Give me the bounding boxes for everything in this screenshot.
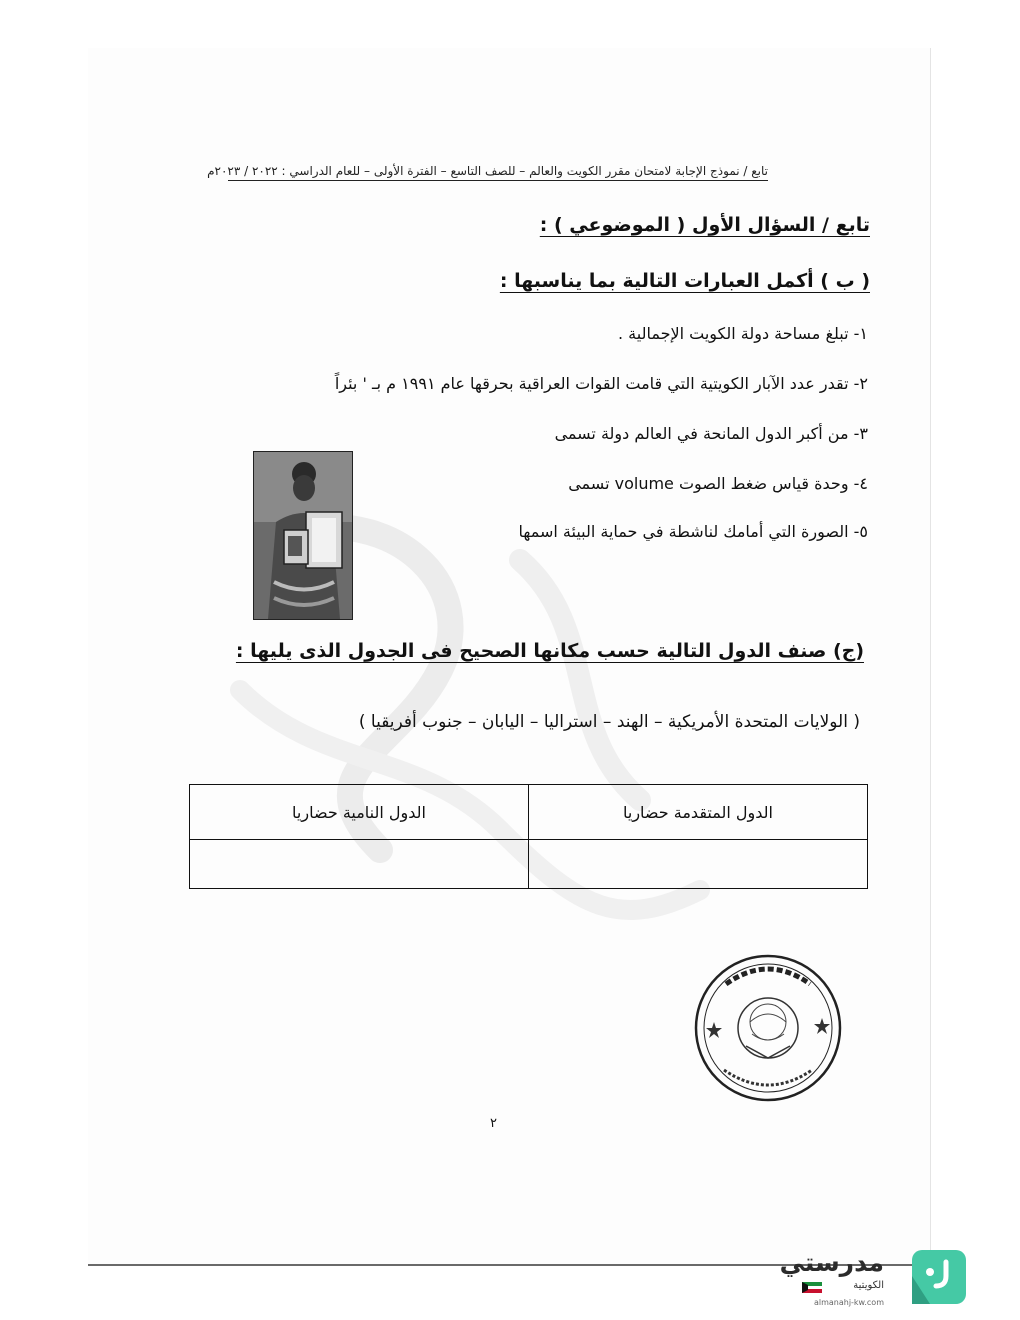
countries-list: ( الولايات المتحدة الأمريكية – الهند – استراليا – اليابان – جنوب أفريقيا ) [358, 712, 860, 732]
answer-cell-developing[interactable] [190, 840, 529, 889]
table-header-developing: الدول النامية حضاريا [190, 785, 529, 840]
page-number: ٢ [490, 1116, 497, 1131]
brand-url[interactable]: almanahj-kw.com [813, 1298, 884, 1307]
question-item: ٢- تقدر عدد الآبار الكويتية التي قامت القوات العراقية بحرقها عام ١٩٩١ م بـ ' بئراً [334, 374, 868, 393]
question-item: ٤- وحدة قياس ضغط الصوت volume تسمى [568, 474, 868, 493]
part-b-title: ( ب ) أكمل العبارات التالية بما يناسبها : [499, 270, 870, 292]
official-stamp [690, 950, 846, 1106]
question-item: ٥- الصورة التي أمامك لناشطة في حماية البيئة اسمها [518, 522, 868, 541]
exam-header: تابع / نموذج الإجابة لامتحان مقرر الكويت والعالم – للصف التاسع – الفترة الأولى – للعام الدراسي : ٢٠٢٢ / ٢٠٢٣م [228, 164, 768, 181]
question-item: ٣- من أكبر الدول المانحة في العالم دولة تسمى [554, 424, 868, 443]
part-c-title: (ج) صنف الدول التالية حسب مكانها الصحيح فى الجدول الذى يليها : [235, 640, 864, 662]
answer-cell-developed[interactable] [529, 840, 868, 889]
activist-photo [253, 451, 353, 620]
classification-table [189, 784, 868, 889]
site-branding [779, 1246, 970, 1308]
kuwait-flag-icon [802, 1282, 822, 1293]
brand-subtitle: الكويتية [853, 1280, 884, 1291]
section-title: تابع / السؤال الأول ( الموضوعي ) : [539, 214, 870, 236]
question-item: ١- تبلغ مساحة دولة الكويت الإجمالية . [617, 324, 868, 343]
brand-name: مدرستي [779, 1248, 884, 1277]
brand-logo-icon [906, 1246, 970, 1308]
table-header-developed: الدول المتقدمة حضاريا [529, 785, 868, 840]
